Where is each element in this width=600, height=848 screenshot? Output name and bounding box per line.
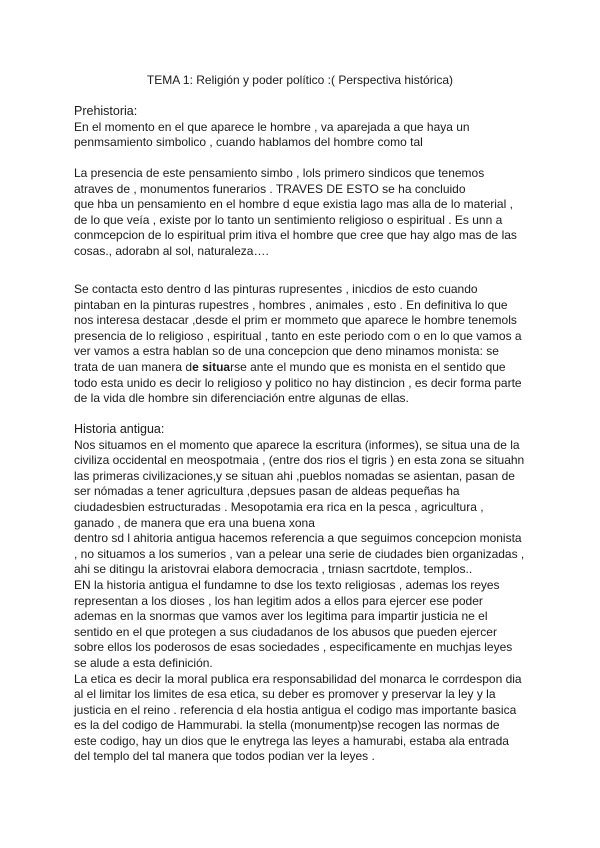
text-line: La presencia de este pensamiento simbo , lols primero sindicos que tenemos [74,166,485,180]
text-line: nos interesa destacar ,desde el prim er mommeto que aparece le hombre tenemols [74,313,517,328]
text-line: de la vida dle hombre sin diferenciación entre algunas de ellas. [74,391,409,406]
text-fragment: rse ante el mundo que es monista en el sentido que [230,359,506,374]
text-line: este codigo, hay un dios que le enytrega las leyes a hamurabi, estaba ala entrada [74,733,509,748]
section-prehistoria [74,104,534,151]
text-line: al el limitar los limites de esa etica, su deber es promover y preservar la ley y la [74,687,496,702]
text-line: ademas en la snormas que vamos aver los legitima para impartir justicia ne el [74,609,488,624]
text-line: se alude a esta definición. [74,655,213,670]
text-line: Nos situamos en el momento que aparece la escritura (informes), se situa una de la [74,437,520,452]
text-line: ganado , de manera que era una buena xona [74,515,315,530]
text-line: EN la historia antigua el fundamne to dse los texto religiosas , ademas los reyes [74,577,500,592]
text-line: dentro sd l ahitoria antigua hacemos referencia a que seguimos concepcion monista [74,531,522,546]
text-line: civiliza occidental en meospotmaia , (entre dos rios el tigris ) en esta zona se situahn [74,453,525,468]
text-line: atraves de , monumentos funerarios . TRAVES DE ESTO se ha concluido [74,181,466,196]
text-line: presencia de lo religioso , espiritual , tanto en este periodo com o en lo que vamos a [74,328,522,343]
bold-text: e situa [192,359,231,374]
text-line: La etica es decir la moral publica era responsabilidad del monarca le corrdespon dia [74,671,522,686]
document-title: TEMA 1: Religión y poder político :( Perspectiva histórica) [146,73,454,87]
paragraph-prehistoria-2 [74,166,534,260]
text-line: conmcepcion de lo espiritual prim itiva el hombre que cree que hay algo mas de las [74,228,517,243]
text-line: pintaban en la pinturas rupestres , hombres , animales , esto . En definitiva lo que [74,297,508,312]
paragraph-prehistoria-3 [74,282,534,407]
text-line: cosas., adorabn al sol, naturaleza…. [74,243,269,258]
text-line: Se contacta esto dentro d las pinturas rupresentes , inicdios de esto cuando [74,282,478,296]
text-line: todo esta unido es decir lo religioso y politico no hay distincion , es decir forma parte [74,375,522,390]
text-line: las primeras civilizaciones,y se situan ahi ,pueblos nomadas se asientan, pasan de [74,468,515,483]
text-line: sentido en el que protegen a sus ciudadanos de los abusos que pueden ejercer [74,624,497,639]
text-line: es la del codigo de Hammurabi. la stella (monumentp)se recogen las normas de [74,718,500,733]
text-line: ver vamos a estra hablan so de una concepcion que deno minamos monista: se [74,344,499,359]
text-line: sobre ellos los poderosos de esas sociedades , especificamente en muchjas leyes [74,640,513,655]
text-line: , no situamos a los sumerios , van a pelear una serie de ciudades bien organizadas , [74,546,525,561]
text-line: representan a los dioses , los han legitim ados a ellos para ejercer ese poder [74,593,483,608]
text-fragment: trata de uan manera d [74,359,193,374]
heading-historia-antigua: Historia antigua: [74,422,165,436]
text-line: del templo del tal manera que todos podian ver la leyes . [74,749,375,764]
heading-prehistoria: Prehistoria: [74,104,138,118]
text-line: justicia en el reino . referencia d ela hostia antigua el codigo mas importante basica [74,702,517,717]
text-line-with-bold [74,360,534,376]
text-line: ser nómadas a tener agricultura ,depsues pasan de aldeas pequeñas ha [74,484,460,499]
text-line: ciudadesbien estructuradas . Mesopotamia era rica en la pesca , agricultura , [74,499,484,514]
text-line: ahi se ditingu la aristovrai elabora democracia , trniasn sacrtdote, templos.. [74,562,473,577]
section-historia-antigua [74,422,534,765]
text-line: de lo que veía , existe por lo tanto un sentimiento religioso o espiritual . Es unn a [74,212,503,227]
text-line: En el momento en el que aparece le hombre , va aparejada a que haya un [74,119,470,134]
text-line: penmsamiento simbolico , cuando hablamos del hombre como tal [74,135,423,150]
text-line: que hba un pensamiento en el hombre d eque existia lago mas alla de lo material , [74,197,513,212]
